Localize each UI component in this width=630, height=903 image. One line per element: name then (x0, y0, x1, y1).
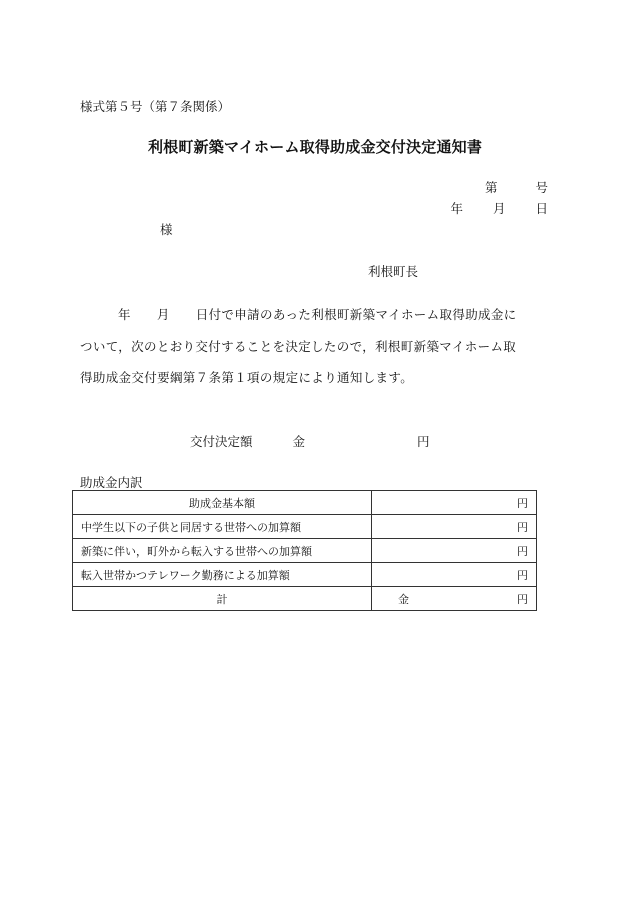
decision-kin: 金 (292, 434, 306, 449)
decision-yen: 円 (417, 434, 430, 449)
body-line-2: ついて，次のとおり交付することを決定したので，利根町新築マイホーム取 (80, 339, 517, 354)
table-row (73, 491, 537, 515)
amount-yen: 円 (517, 592, 528, 606)
form-number: 様式第５号（第７条関係） (80, 99, 231, 114)
breakdown-label: 助成金内訳 (80, 475, 143, 490)
table-row-total (73, 587, 537, 611)
body-line-1 (80, 305, 517, 323)
amount-yen: 円 (517, 520, 528, 534)
breakdown-item: 転入世帯かつテレワーク勤務による加算額 (73, 563, 372, 587)
amount-yen: 円 (517, 496, 528, 510)
decision-label: 交付決定額 (190, 434, 253, 449)
date-month: 月 (492, 201, 506, 216)
body-line-3: 得助成金交付要綱第７条第１項の規定により通知します。 (80, 370, 414, 385)
breakdown-total-label: 計 (73, 587, 372, 611)
table-row (73, 539, 537, 563)
body-month: 月 (156, 307, 170, 322)
date-day: 日 (535, 201, 548, 216)
body-year: 年 (118, 307, 131, 322)
body-line-1-text: 日付で申請のあった利根町新築マイホーム取得助成金に (195, 307, 517, 322)
date-line (450, 199, 548, 217)
number-suffix: 号 (535, 180, 548, 195)
breakdown-item: 中学生以下の子供と同居する世帯への加算額 (73, 515, 372, 539)
number-prefix: 第 (484, 180, 498, 195)
issuer-name: 利根町長 (368, 264, 419, 279)
breakdown-item: 助成金基本額 (73, 491, 372, 515)
document-title: 利根町新築マイホーム取得助成金交付決定通知書 (147, 138, 483, 156)
breakdown-table (72, 490, 537, 611)
breakdown-item: 新築に伴い，町外から転入する世帯への加算額 (73, 539, 372, 563)
decision-amount-line (190, 432, 430, 450)
breakdown-amount (372, 539, 537, 563)
table-row (73, 515, 537, 539)
document-number-line (485, 178, 548, 196)
breakdown-amount (372, 515, 537, 539)
table-row (73, 563, 537, 587)
breakdown-amount (372, 563, 537, 587)
amount-yen: 円 (517, 544, 528, 558)
addressee-suffix: 様 (160, 222, 173, 237)
breakdown-total-amount (372, 587, 537, 611)
amount-yen: 円 (517, 568, 528, 582)
breakdown-amount (372, 491, 537, 515)
date-year: 年 (450, 201, 463, 216)
amount-kin: 金 (398, 592, 409, 606)
